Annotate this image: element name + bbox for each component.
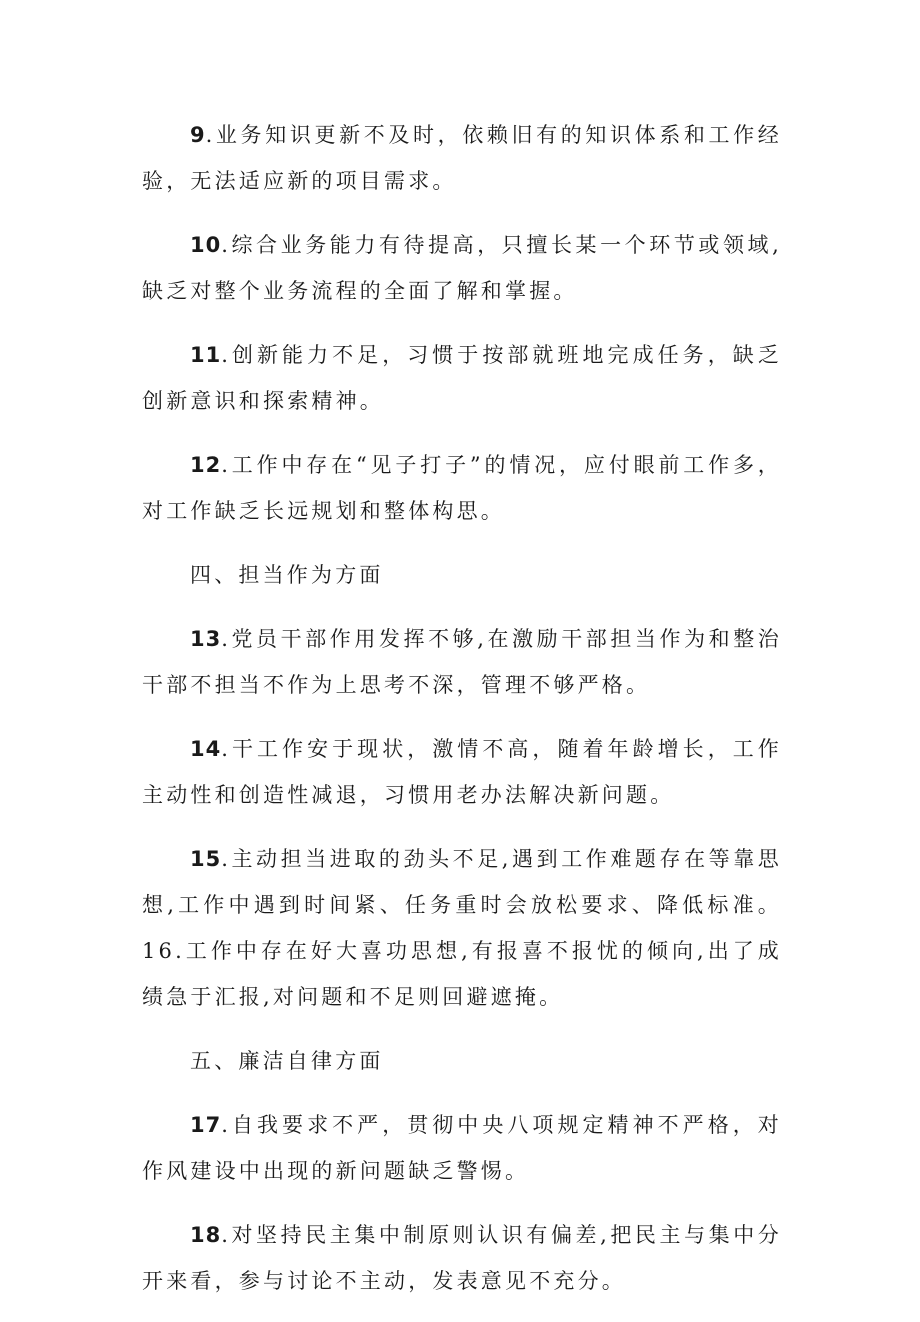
item-12 <box>142 442 782 534</box>
item-number: 15 <box>190 847 222 871</box>
item-18 <box>142 1212 782 1304</box>
item-number: 14 <box>190 737 222 761</box>
item-13 <box>142 616 782 708</box>
section-heading-4: 四、担当作为方面 <box>190 563 384 587</box>
item-text: .综合业务能力有待提高，只擅长某一个环节或领域,缺乏对整个业务流程的全面了解和掌握。 <box>142 233 782 303</box>
item-14 <box>142 726 782 818</box>
item-number: 13 <box>190 627 222 651</box>
item-text: .干工作安于现状，激情不高，随着年龄增长，工作主动性和创造性减退，习惯用老办法解决新问题。 <box>142 737 782 807</box>
item-text: .工作中存在“见子打子”的情况，应付眼前工作多，对工作缺乏长远规划和整体构思。 <box>142 453 782 523</box>
item-number: 9 <box>190 123 206 147</box>
item-11 <box>142 332 782 424</box>
item-9 <box>142 112 782 204</box>
item-text: .对坚持民主集中制原则认识有偏差,把民主与集中分开来看，参与讨论不主动，发表意见不充分。 <box>142 1223 782 1293</box>
item-10 <box>142 222 782 314</box>
item-text: .创新能力不足，习惯于按部就班地完成任务，缺乏创新意识和探索精神。 <box>142 343 782 413</box>
document-page <box>142 112 782 1322</box>
item-text: .自我要求不严，贯彻中央八项规定精神不严格，对作风建设中出现的新问题缺乏警惕。 <box>142 1113 782 1183</box>
item-17 <box>142 1102 782 1194</box>
item-text: .主动担当进取的劲头不足,遇到工作难题存在等靠思想,工作中遇到时间紧、任务重时会放松要求、降低标准。16.工作中存在好大喜功思想,有报喜不报忧的倾向,出了成绩急于汇报,对问题和不足则回避遮掩。 <box>142 847 782 1009</box>
item-text: .党员干部作用发挥不够,在激励干部担当作为和整治干部不担当不作为上思考不深，管理不够严格。 <box>142 627 782 697</box>
item-text: .业务知识更新不及时，依赖旧有的知识体系和工作经验，无法适应新的项目需求。 <box>142 123 782 193</box>
item-number: 12 <box>190 453 222 477</box>
item-number: 17 <box>190 1113 222 1137</box>
item-number: 11 <box>190 343 222 367</box>
section-heading-5: 五、廉洁自律方面 <box>190 1049 384 1073</box>
item-number: 10 <box>190 233 222 257</box>
item-15 <box>142 836 782 1020</box>
item-number: 18 <box>190 1223 222 1247</box>
